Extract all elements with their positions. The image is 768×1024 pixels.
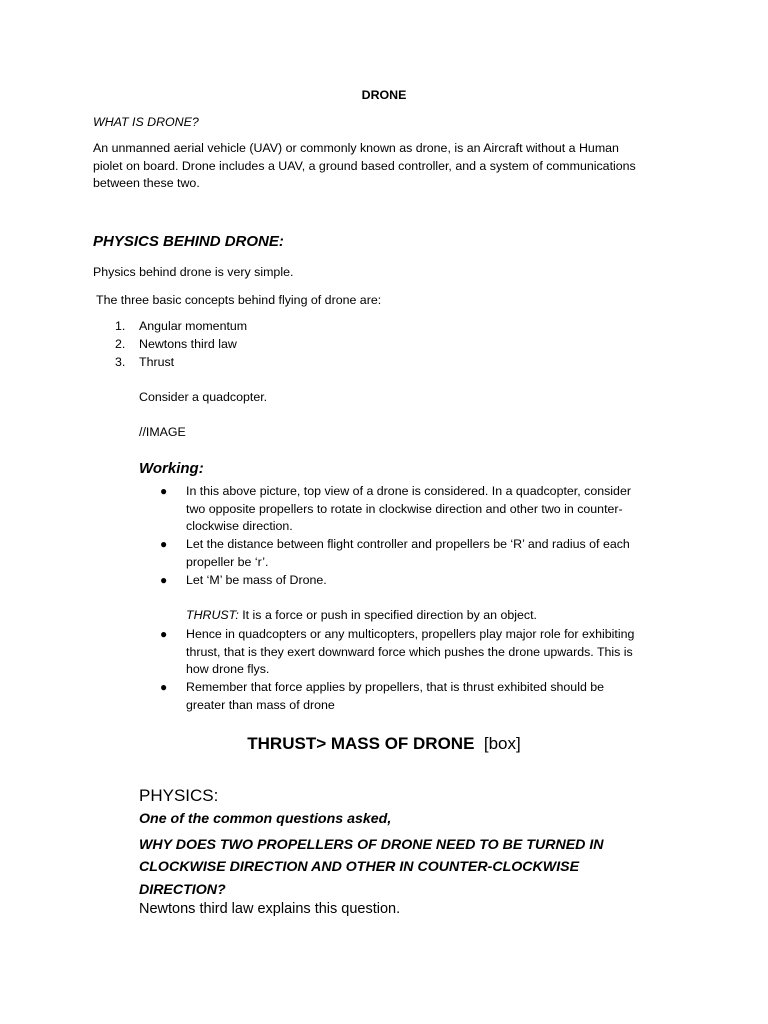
physics-heading: PHYSICS:: [139, 786, 219, 805]
list-number: 2.: [115, 337, 126, 351]
bullet-line: two opposite propellers to rotate in clockwise direction and other two in counter-: [186, 501, 623, 516]
thrust-definition-text: It is a force or push in specified direction by an object.: [238, 608, 538, 622]
list-item: [115, 354, 247, 372]
list-number: 3.: [115, 355, 126, 369]
question-text: [139, 834, 604, 901]
thrust-formula: [0, 734, 768, 754]
physics-behind-heading: PHYSICS BEHIND DRONE:: [93, 233, 284, 250]
bullet-line: In this above picture, top view of a drone is considered. In a quadcopter, consider: [186, 484, 631, 498]
intro-line: piolet on board. Drone includes a UAV, a ground based controller, and a system of communications: [93, 158, 636, 173]
formula-main: THRUST> MASS OF DRONE: [247, 734, 475, 753]
bullet-icon: ●: [160, 484, 168, 498]
question-line: DIRECTION?: [139, 881, 226, 898]
bullet-icon: ●: [160, 627, 168, 641]
doc-title: DRONE: [361, 88, 407, 102]
question-line: CLOCKWISE DIRECTION AND OTHER IN COUNTER-CLOCKWISE: [139, 859, 580, 876]
consider-text: Consider a quadcopter.: [139, 390, 268, 404]
intro-paragraph: [93, 140, 636, 193]
thrust-label: THRUST:: [186, 608, 239, 622]
concepts-list: [115, 318, 247, 372]
list-text: Angular momentum: [139, 319, 248, 333]
intro-line: An unmanned aerial vehicle (UAV) or commonly known as drone, is an Aircraft without a Human: [93, 141, 619, 155]
bullet-icon: ●: [160, 573, 168, 587]
bullet-line: thrust, that is they exert downward force which pushes the drone upwards. This is: [186, 644, 633, 659]
bullet-line: Hence in quadcopters or any multicopters, propellers play major role for exhibiting: [186, 627, 635, 641]
question-intro: One of the common questions asked,: [139, 811, 392, 827]
physics-paragraph-1: Physics behind drone is very simple.: [93, 265, 294, 279]
working-heading: Working:: [139, 460, 204, 477]
bullet-line: how drone flys.: [186, 662, 270, 676]
intro-line: between these two.: [93, 176, 200, 190]
physics-paragraph-2: The three basic concepts behind flying of drone are:: [96, 293, 382, 307]
bullet-line: Remember that force applies by propellers, that is thrust exhibited should be: [186, 680, 605, 694]
list-item: [115, 318, 247, 336]
bullet-icon: ●: [160, 537, 168, 551]
answer-text: Newtons third law explains this question.: [139, 901, 401, 917]
thrust-definition: [186, 607, 537, 625]
bullet-line: propeller be ‘r’.: [186, 554, 269, 569]
bullet-line: Let ‘M’ be mass of Drone.: [186, 573, 327, 587]
bullet-icon: ●: [160, 680, 168, 694]
bullet-line: Let the distance between flight controller and propellers be ‘R’ and radius of each: [186, 537, 630, 551]
bullet-line: clockwise direction.: [186, 519, 293, 533]
list-text: Thrust: [139, 355, 175, 369]
image-placeholder: //IMAGE: [139, 425, 186, 439]
question-line: WHY DOES TWO PROPELLERS OF DRONE NEED TO BE TURNED IN: [139, 837, 604, 853]
bullet-line: greater than mass of drone: [186, 697, 335, 712]
formula-box: [box]: [483, 734, 521, 753]
list-item: [115, 336, 247, 354]
what-is-drone-heading: WHAT IS DRONE?: [93, 115, 199, 129]
list-number: 1.: [115, 319, 126, 333]
list-text: Newtons third law: [139, 337, 237, 351]
